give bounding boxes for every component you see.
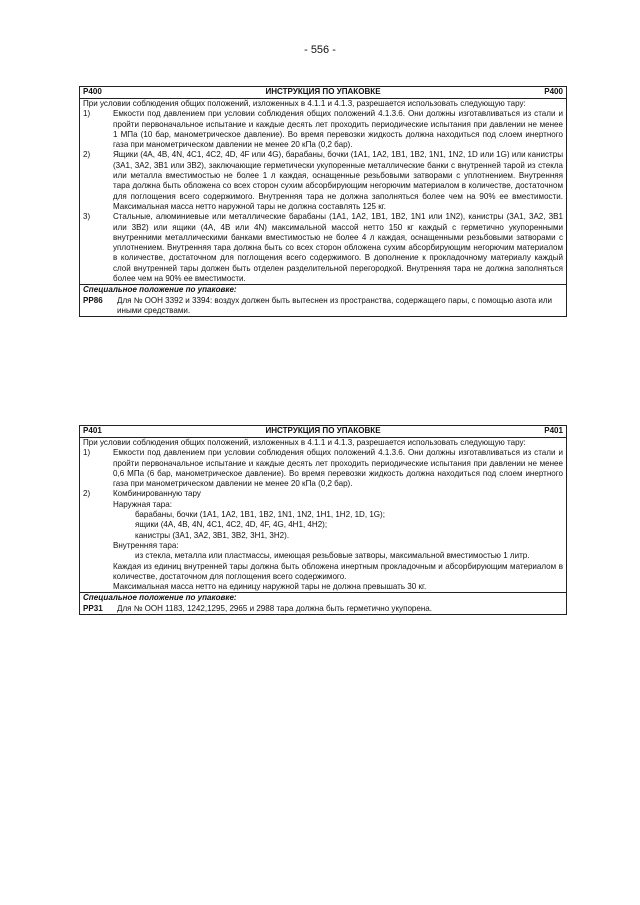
list-item — [83, 150, 563, 212]
item-number: 2) — [83, 489, 91, 499]
outer-packaging-label: Наружная тара: — [113, 499, 172, 509]
special-provision — [83, 296, 563, 317]
item-number: 1) — [83, 448, 91, 458]
instruction-code: P400 — [80, 87, 140, 99]
outer-packaging-line: канистры (3A1, 3A2, 3B1, 3B2, 3H1, 3H2). — [135, 530, 290, 540]
list-item — [83, 109, 563, 150]
item-text: Стальные, алюминиевые или металлические барабаны (1A1, 1A2, 1B1, 1B2, 1N1 или 1N2), канистры (3A1, 3A2, 3B1 или 3B2) или ящики (4A, 4B или 4N) максимальной массой нетто 150 кг каждый с герметично укупоренными внутренними металлическими банками вместимостью не более 4 л каждая, оснащенными резьбовыми затворами с уплотнением. Внутренняя тара должна быть со всех сторон обложена сухим абсорбирующим негорючим материалом в количестве, достаточном для поглощения всего содержимого. В дополнение к прокладочному материалу каждый слой внутренней тары должен быть отделен разделительной перегородкой. Внутренняя тара не должна заполняться более чем на 90% ее вместимости. — [113, 212, 563, 284]
provision-code: PP86 — [83, 295, 103, 305]
max-mass-paragraph: Максимальная масса нетто на единицу наружной тары не должна превышать 30 кг. — [113, 582, 427, 592]
packing-instruction-p400 — [79, 86, 567, 317]
item-number: 3) — [83, 212, 91, 222]
list-item — [83, 212, 563, 284]
special-provision — [83, 604, 563, 614]
instruction-code: P401 — [80, 426, 140, 438]
provision-text: Для № ООН 1183, 1242,1295, 2965 и 2988 тара должна быть герметично укупорена. — [117, 603, 433, 613]
special-provisions-title: Специальное положение по упаковке: — [83, 285, 237, 295]
provision-code: PP31 — [83, 603, 103, 613]
outer-packaging-line: барабаны, бочки (1A1, 1A2, 1B1, 1B2, 1N1, 1N2, 1H1, 1H2, 1D, 1G); — [135, 510, 385, 520]
special-provisions — [80, 285, 567, 317]
instruction-body — [80, 99, 567, 285]
inner-packaging-label: Внутренняя тара: — [113, 540, 179, 550]
special-provisions-title: Специальное положение по упаковке: — [83, 593, 237, 603]
instruction-header — [80, 87, 567, 99]
list-item — [83, 448, 563, 489]
item-text: Емкости под давлением при условии соблюдения общих положений 4.1.3.6. Они должны изготавливаться из стали и пройти первоначальное испытание и каждые десять лет проходить периодические испытания при давлении не менее 1 МПа (10 бар, манометрическое давление). Во время перевозки жидкость должна находиться под слоем инертного газа при манометрическом давлении не менее 20 кПа (0,2 бар). — [113, 109, 563, 150]
item-text: Емкости под давлением при условии соблюдения общих положений 4.1.3.6. Они должны изготавливаться из стали и пройти первоначальное испытание и каждые десять лет проходить периодические испытания при давлении не менее 0,6 МПа (6 бар, манометрическое давление). Во время перевозки жидкость должна находиться под слоем инертного газа при манометрическом давлении не менее 20 кПа (0,2 бар). — [113, 448, 563, 489]
instruction-code-right: P400 — [507, 87, 567, 99]
combined-packaging-title: Комбинированную тару — [113, 489, 201, 499]
list-item — [83, 489, 563, 592]
inner-packaging-text: из стекла, металла или пластмассы, имеющая резьбовые затворы, максимальной вместимостью 1 литр. — [135, 551, 530, 561]
instruction-body — [80, 438, 567, 593]
combined-packaging — [113, 489, 563, 592]
instruction-code-right: P401 — [507, 426, 567, 438]
instruction-header — [80, 426, 567, 438]
instruction-title: ИНСТРУКЦИЯ ПО УПАКОВКЕ — [140, 426, 507, 438]
item-text: Ящики (4A, 4B, 4N, 4C1, 4C2, 4D, 4F или 4G), барабаны, бочки (1A1, 1A2, 1B1, 1B2, 1N1, 1N2, 1D или 1G) или канистры (3A1, 3A2, 3B1 или 3B2), заключающие герметически укупоренные металлические банки с внутренней тарой из стекла или металла вместимостью не более 1 л каждая, оснащенные резьбовыми затворами с уплотнением. Внутренняя тара должна быть обложена со всех сторон сухим абсорбирующим негорючим материалом в количестве, достаточном для поглощения всего содержимого. Внутренняя тара не должна заполняться более чем на 90% ее вместимости. Максимальная масса нетто наружной тары не должна составлять 125 кг. — [113, 150, 563, 211]
item-number: 2) — [83, 150, 91, 160]
provision-text: Для № ООН 3392 и 3394: воздух должен быть вытеснен из пространства, содержащего пары, с помощью азота или иными средствами. — [117, 295, 553, 315]
special-provisions — [80, 593, 567, 615]
packing-instruction-p401 — [79, 425, 567, 615]
intro-text: При условии соблюдения общих положений, изложенных в 4.1.1 и 4.1.3, разрешается использовать следующую тару: — [83, 99, 526, 108]
outer-packaging-line: ящики (4A, 4B, 4N, 4C1, 4C2, 4D, 4F, 4G, 4H1, 4H2); — [135, 520, 328, 530]
instruction-title: ИНСТРУКЦИЯ ПО УПАКОВКЕ — [140, 87, 507, 99]
absorbent-paragraph: Каждая из единиц внутренней тары должна быть обложена инертным прокладочным и абсорбирующим материалом в количестве, достаточном для поглощения всего содержимого. — [113, 561, 563, 581]
page-number: - 556 - — [304, 44, 336, 56]
intro-text: При условии соблюдения общих положений, изложенных в 4.1.1 и 4.1.3, разрешается использовать следующую тару: — [83, 438, 526, 447]
item-number: 1) — [83, 109, 91, 119]
